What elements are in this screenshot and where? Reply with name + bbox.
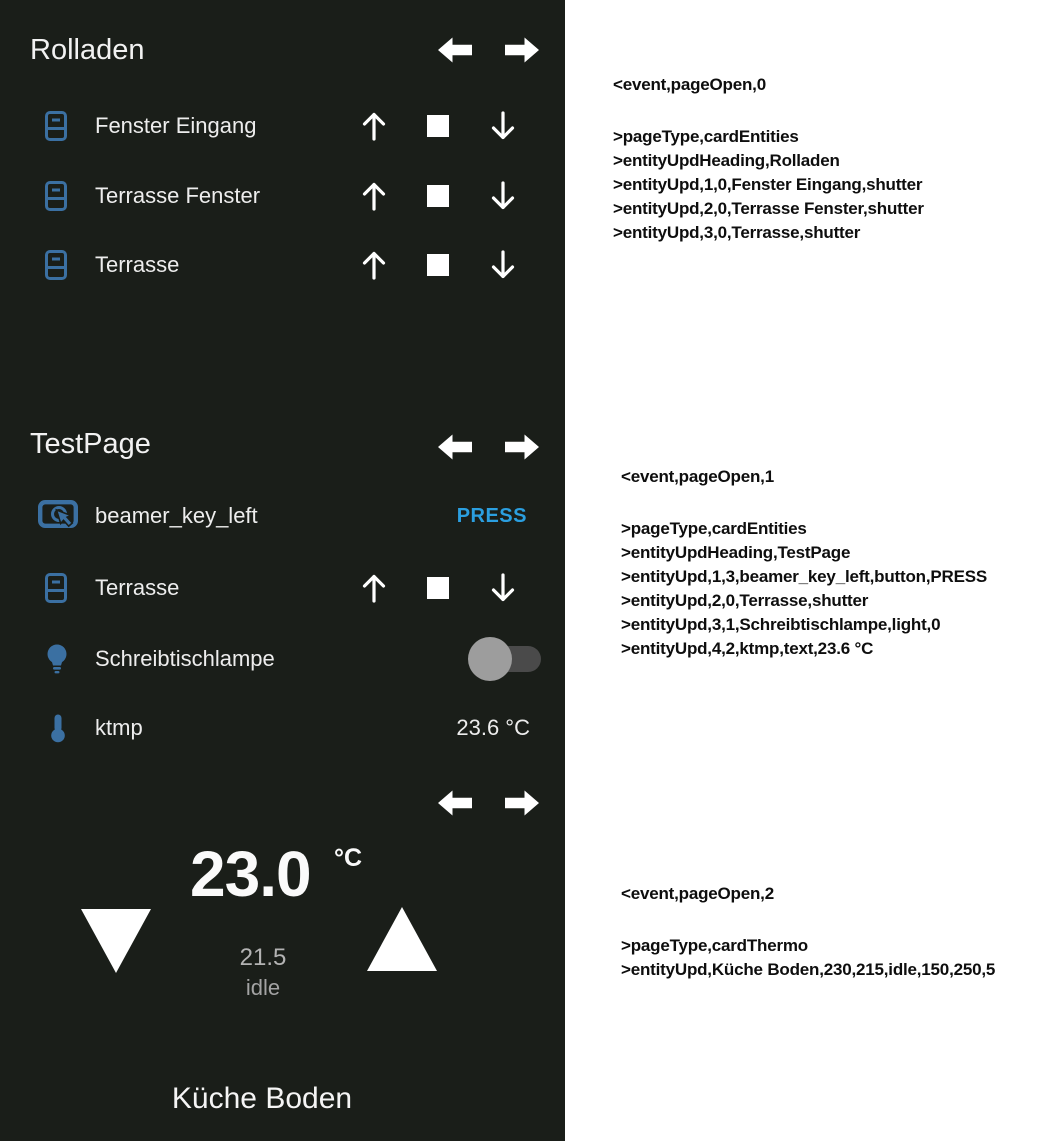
current-temperature: 23.0 [190, 838, 311, 910]
protocol-line: <event,pageOpen,2 [621, 884, 774, 903]
temp-decrease-button[interactable] [80, 908, 152, 974]
protocol-block-0 [613, 73, 924, 245]
arrow-right-icon [505, 806, 539, 821]
entity-label: Terrasse [95, 252, 180, 277]
toggle-knob [468, 637, 512, 681]
entity-label: Fenster Eingang [95, 113, 257, 138]
card-thermo [0, 760, 565, 1141]
lightbulb-icon [44, 643, 70, 680]
protocol-line: >entityUpd,Küche Boden,230,215,idle,150,250,5 [621, 960, 996, 979]
shutter-stop-button[interactable] [427, 115, 449, 137]
shutter-down-button[interactable] [489, 110, 517, 142]
prev-page-button[interactable] [438, 788, 472, 818]
shutter-up-button[interactable] [360, 180, 388, 212]
shutter-up-button[interactable] [360, 110, 388, 142]
window-shutter-icon [45, 250, 67, 285]
entity-label: ktmp [95, 715, 143, 740]
entity-row [0, 174, 565, 218]
entity-label: beamer_key_left [95, 503, 258, 528]
protocol-line: >entityUpd,1,3,beamer_key_left,button,PRESS [621, 567, 987, 586]
protocol-line: >entityUpd,3,0,Terrasse,shutter [613, 223, 861, 242]
next-page-button[interactable] [505, 432, 539, 462]
gesture-tap-button-icon [38, 499, 78, 538]
window-shutter-icon [45, 573, 67, 608]
protocol-line: <event,pageOpen,0 [613, 75, 766, 94]
card-entities-rolladen [0, 0, 565, 410]
arrow-left-icon [438, 450, 472, 465]
prev-page-button[interactable] [438, 432, 472, 462]
entity-row [0, 494, 565, 538]
protocol-line: >entityUpd,4,2,ktmp,text,23.6 °C [621, 639, 874, 658]
next-page-button[interactable] [505, 35, 539, 65]
entity-row [0, 104, 565, 148]
stop-square-icon [427, 577, 449, 599]
window-shutter-icon [45, 181, 67, 216]
room-name: Küche Boden [171, 1082, 353, 1115]
entity-row [0, 566, 565, 610]
protocol-line: >entityUpdHeading,TestPage [621, 543, 851, 562]
protocol-line: >entityUpd,2,0,Terrasse,shutter [621, 591, 869, 610]
entity-row [0, 637, 565, 681]
thermometer-icon [49, 713, 67, 748]
entity-label: Terrasse [95, 575, 180, 600]
temp-increase-button[interactable] [366, 906, 438, 972]
shutter-down-button[interactable] [489, 180, 517, 212]
entity-row [0, 706, 565, 750]
page-title: TestPage [30, 428, 151, 460]
shutter-stop-button[interactable] [427, 577, 449, 599]
arrow-left-icon [438, 806, 472, 821]
target-temperature: 21.5 [239, 944, 287, 971]
protocol-line: >entityUpd,3,1,Schreibtischlampe,light,0 [621, 615, 941, 634]
protocol-block-2 [621, 882, 995, 982]
protocol-block-1 [621, 465, 987, 661]
shutter-down-button[interactable] [489, 572, 517, 604]
entity-row [0, 243, 565, 287]
shutter-down-button[interactable] [489, 249, 517, 281]
card-entities-testpage [0, 410, 565, 760]
protocol-blank-line [621, 489, 987, 517]
stop-square-icon [427, 185, 449, 207]
stop-square-icon [427, 115, 449, 137]
entity-label: Terrasse Fenster [95, 183, 261, 208]
arrow-left-icon [438, 53, 472, 68]
text-entity-value: 23.6 °C [456, 715, 530, 740]
next-page-button[interactable] [505, 788, 539, 818]
protocol-line: >pageType,cardEntities [621, 519, 807, 538]
window-shutter-icon [45, 111, 67, 146]
shutter-up-button[interactable] [360, 572, 388, 604]
protocol-line: <event,pageOpen,1 [621, 467, 774, 486]
protocol-blank-line [621, 906, 995, 934]
hvac-state: idle [245, 975, 281, 1000]
protocol-line: >entityUpdHeading,Rolladen [613, 151, 840, 170]
light-toggle[interactable] [468, 637, 543, 681]
shutter-up-button[interactable] [360, 249, 388, 281]
protocol-line: >entityUpd,2,0,Terrasse Fenster,shutter [613, 199, 924, 218]
prev-page-button[interactable] [438, 35, 472, 65]
shutter-stop-button[interactable] [427, 254, 449, 276]
shutter-stop-button[interactable] [427, 185, 449, 207]
protocol-blank-line [613, 97, 924, 125]
page-title: Rolladen [30, 34, 145, 66]
protocol-line: >pageType,cardEntities [613, 127, 799, 146]
triangle-down-icon [80, 962, 152, 977]
press-button[interactable]: PRESS [457, 494, 527, 538]
triangle-up-icon [366, 960, 438, 975]
arrow-right-icon [505, 450, 539, 465]
arrow-right-icon [505, 53, 539, 68]
temperature-unit: °C [334, 844, 363, 872]
entity-label: Schreibtischlampe [95, 646, 275, 671]
stop-square-icon [427, 254, 449, 276]
protocol-line: >pageType,cardThermo [621, 936, 808, 955]
protocol-line: >entityUpd,1,0,Fenster Eingang,shutter [613, 175, 923, 194]
